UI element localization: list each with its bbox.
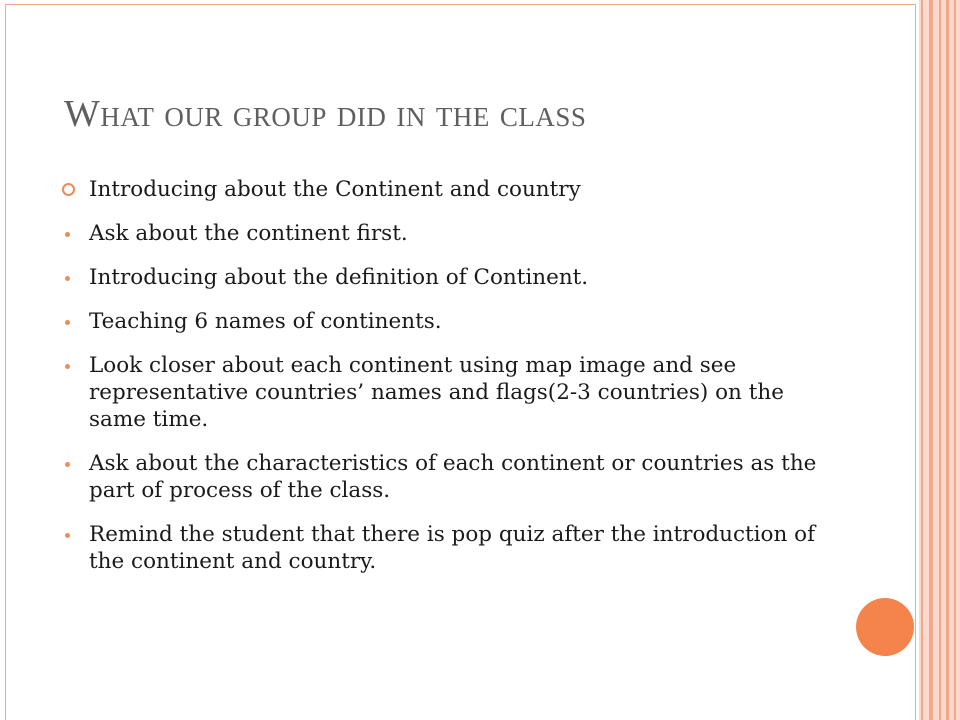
decorative-stripe [954, 0, 956, 720]
decorative-orange-circle [856, 598, 914, 656]
list-item [61, 308, 821, 335]
dot-bullet-icon [65, 320, 70, 325]
list-item-text: Introducing about the Continent and country [89, 177, 581, 202]
dot-bullet-icon [65, 533, 70, 538]
list-item-text: Introducing about the definition of Continent. [89, 265, 589, 290]
list-item [61, 220, 821, 247]
list-item [61, 352, 821, 433]
list-item-text: Look closer about each continent using map image and see representative countries’ names and flags(2-3 countries) on the same time. [89, 353, 784, 432]
list-item-text: Remind the student that there is pop quiz after the introduction of the continent and country. [89, 522, 816, 574]
dot-bullet-icon [65, 364, 70, 369]
ring-bullet-icon [62, 183, 75, 196]
list-item-text: Ask about the characteristics of each continent or countries as the part of process of the class. [89, 451, 817, 503]
list-item-text: Teaching 6 names of continents. [89, 309, 442, 334]
list-item-text: Ask about the continent first. [89, 221, 408, 246]
decorative-stripe [946, 0, 949, 720]
list-item [61, 450, 821, 504]
dot-bullet-icon [65, 276, 70, 281]
list-item [61, 264, 821, 291]
list-item [61, 521, 821, 575]
list-item [61, 176, 821, 203]
slide-title: What our group did in the class [64, 93, 587, 135]
dot-bullet-icon [65, 462, 70, 467]
dot-bullet-icon [65, 232, 70, 237]
decorative-stripe [939, 0, 941, 720]
decorative-stripe [921, 0, 923, 720]
bullet-list [61, 176, 821, 592]
decorative-stripe [929, 0, 933, 720]
